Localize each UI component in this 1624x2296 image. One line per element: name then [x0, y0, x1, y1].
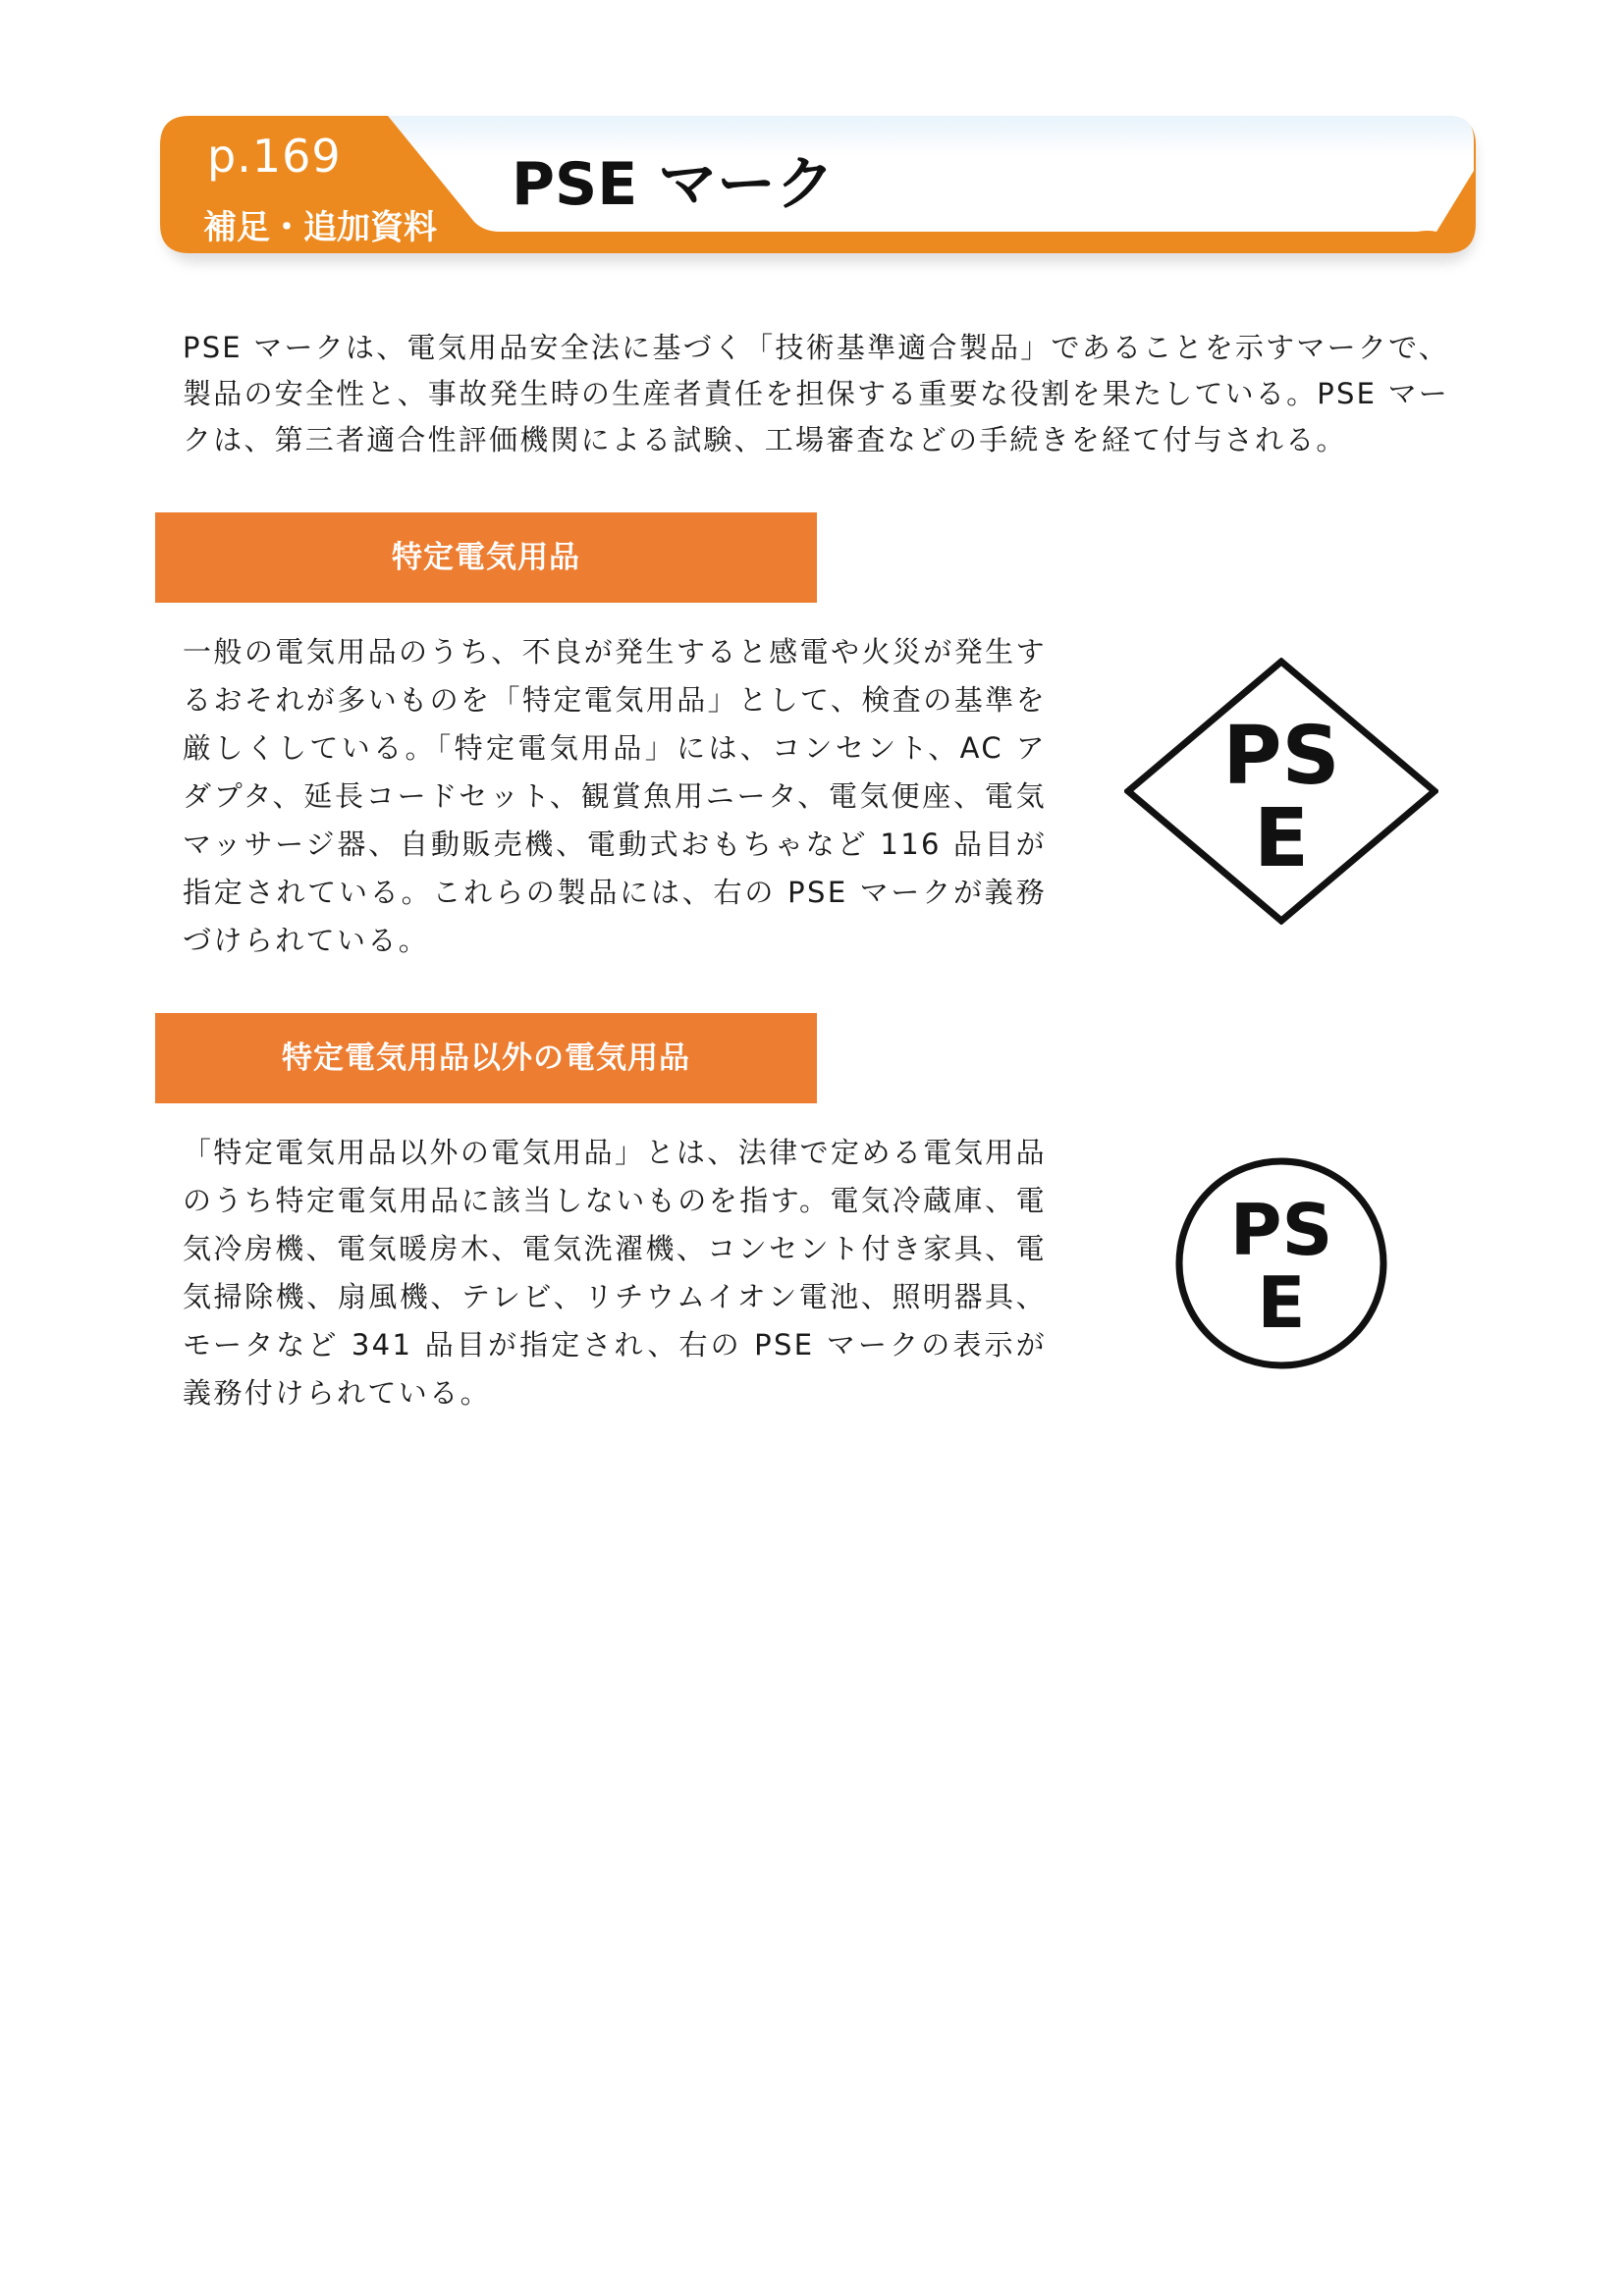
category-label: 補足・追加資料 — [203, 208, 437, 247]
section-body-specified: 一般の電気用品のうち、不良が発生すると感電や火災が発生するおそれが多いものを「特定電気用品」として、検査の基準を厳しくしている。「特定電気用品」には、コンセント、AC アダプタ、延長コードセット、観賞魚用ニータ、電気便座、電気マッサージ器、自動販売機、電動式おもちゃなど 116 品目が指定されている。これらの製品には、右の PSE マークが義務づけられている。 — [183, 635, 1047, 957]
page-number: p.169 — [207, 130, 342, 183]
diamond-icon — [1124, 658, 1438, 925]
intro-paragraph: PSE マークは、電気用品安全法に基づく「技術基準適合製品」であることを示すマークで、製品の安全性と、事故発生時の生産者責任を担保する重要な役割を果たしている。PSE マークは、第三者適合性評価機関による試験、工場審査などの手続きを経て付与される。 — [183, 331, 1449, 456]
pse-diamond-mark — [1124, 658, 1438, 929]
mark-letters-top: PS — [1222, 710, 1340, 803]
mark-letters-bottom: E — [1253, 792, 1310, 885]
mark-letters-bottom: E — [1257, 1261, 1306, 1344]
pse-circle-mark — [1174, 1156, 1388, 1374]
page-title: PSE マーク — [512, 150, 836, 219]
section-body-non-specified: 「特定電気用品以外の電気用品」とは、法律で定める電気用品のうち特定電気用品に該当しないものを指す。電気冷蔵庫、電気冷房機、電気暖房木、電気洗濯機、コンセント付き家具、電気掃除機、扇風機、テレビ、リチウムイオン電池、照明器具、モータなど 341 品目が指定され、右の PSE マークの表示が義務付けられている。 — [183, 1136, 1047, 1410]
mark-letters-top: PS — [1229, 1189, 1333, 1271]
section-heading-non-specified: 特定電気用品以外の電気用品 — [155, 1013, 817, 1103]
section-heading-specified: 特定電気用品 — [155, 512, 817, 603]
circle-icon — [1174, 1156, 1388, 1370]
page-header — [160, 116, 1476, 260]
